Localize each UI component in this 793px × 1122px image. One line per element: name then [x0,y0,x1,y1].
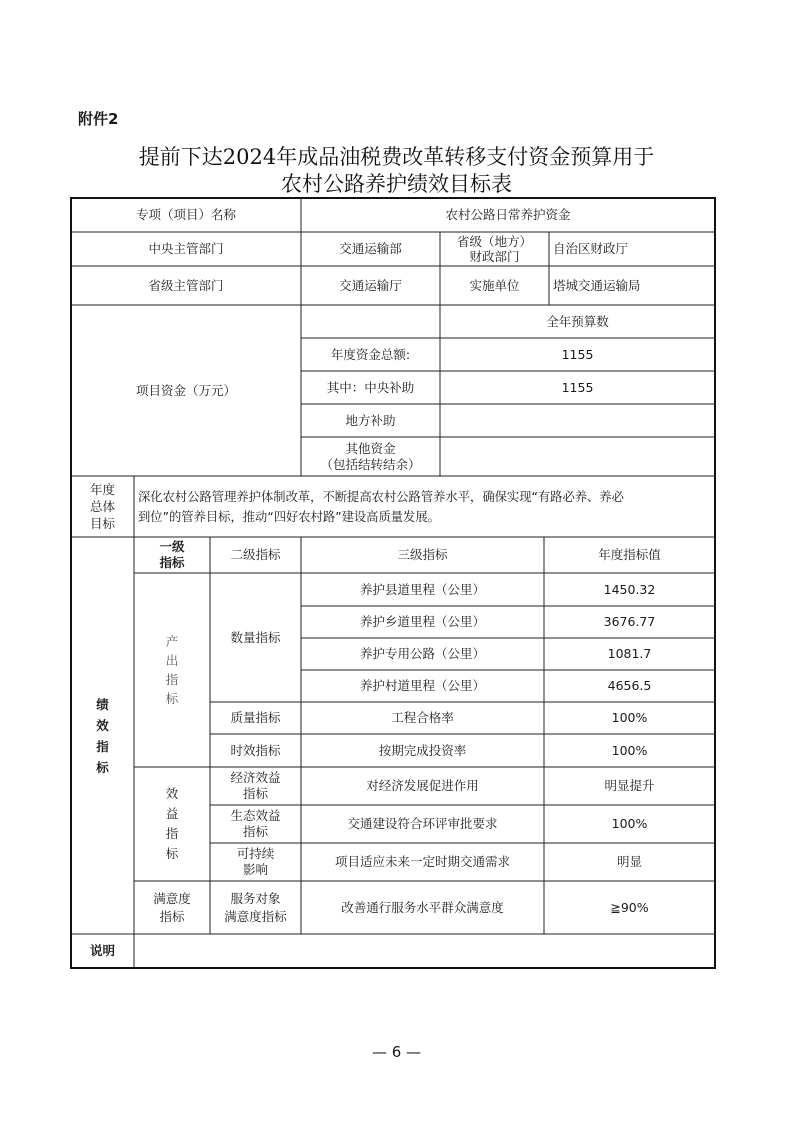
table-row-name: 养护村道里程（公里） [359,678,485,693]
other-funds-label-line-1: 其他资金 [345,440,396,456]
benefit-indicator-char: 标 [165,846,179,861]
performance-label-char: 效 [96,717,109,733]
output-indicator-label [134,573,210,767]
central-dept-label: 中央主管部门 [148,241,224,256]
annual-goal-label-char: 目标 [89,516,115,531]
benefit-indicator-label [134,767,210,881]
prov-dept-label: 省级主管部门 [148,277,224,293]
note-value [134,934,715,968]
table-row-value: 4656.5 [607,678,652,693]
sustain-label-line-2: 影响 [242,862,268,877]
central-subsidy-label: 其中：中央补助 [326,379,415,395]
output-indicator-char: 产 [165,634,179,649]
local-subsidy-label: 地方补助 [345,412,396,428]
output-indicator-char: 出 [165,653,179,668]
sustain-name: 项目适应未来一定时期交通需求 [334,854,510,869]
quality-indicator-label: 质量指标 [230,710,281,725]
prov-finance-label-line-2: 财政部门 [469,249,520,264]
total-funds-value: 1155 [561,346,594,362]
sustain-value: 明显 [616,854,642,869]
service-satisfaction-label [210,881,301,934]
local-subsidy-value [440,404,715,437]
benefit-indicator-char: 指 [165,826,179,841]
econ-benefit-label-line-2: 指标 [242,786,268,801]
annual-goal-label-char: 总体 [89,499,115,514]
other-funds-value [440,437,715,476]
satisfaction-name: 改善通行服务水平群众满意度 [341,899,504,915]
eco-benefit-label-line-2: 指标 [242,824,268,839]
page-title-line-1: 提前下达2024年成品油税费改革转移支付资金预算用于 [138,145,655,169]
level3-header: 三级指标 [397,547,448,562]
page-title-line-2: 农村公路养护绩效目标表 [281,172,512,196]
table-row-name: 养护专用公路（公里） [359,646,485,661]
central-dept-value: 交通运输部 [339,241,402,256]
annual-goal-text-line-1: 深化农村公路管理养护体制改革，不断提高农村公路管养水平，确保实现“有路必养、养必 [138,489,624,504]
level1-header [134,537,210,573]
table-row-name: 养护乡道里程（公里） [359,614,485,629]
service-satisfaction-label-line-2: 满意度指标 [224,908,287,924]
other-funds-label-line-2: （包括结转结余） [320,456,421,472]
page-number: — 6 — [371,1043,422,1061]
other-funds-label [301,437,440,476]
note-label: 说明 [89,943,115,958]
project-name-value: 农村公路日常养护资金 [445,207,571,222]
quantity-indicator-label: 数量指标 [230,629,281,645]
timely-indicator-name: 按期完成投资率 [378,742,467,758]
eco-benefit-label-line-1: 生态效益 [230,808,281,823]
prov-finance-label-line-1: 省级（地方） [456,234,532,249]
impl-unit-value: 塔城交通运输局 [553,277,641,293]
level2-header: 二级指标 [230,547,281,562]
performance-label-char: 绩 [96,696,109,712]
sustain-label-line-1: 可持续 [236,846,275,861]
table-row-value: 3676.77 [603,614,656,629]
performance-label-char: 指 [96,738,109,754]
project-name-label: 专项（项目）名称 [135,207,236,222]
satisfaction-label [134,881,210,934]
table-row-value: 1450.32 [603,581,656,597]
total-funds-label: 年度资金总额: [330,346,411,362]
annual-goal-text [138,476,713,537]
satisfaction-value: ≧90% [610,899,649,915]
performance-label [71,537,134,934]
performance-label-char: 标 [96,759,109,775]
timely-indicator-label: 时效指标 [230,742,281,758]
benefit-indicator-char: 效 [165,786,179,801]
annual-goal-label [71,476,134,537]
eco-benefit-name: 交通建设符合环评审批要求 [347,816,498,831]
level1-header-line-2: 指标 [159,555,185,570]
annual-budget-header: 全年预算数 [546,313,609,329]
benefit-indicator-char: 益 [165,806,179,821]
econ-benefit-label-line-1: 经济效益 [230,770,281,785]
timely-indicator-value: 100% [611,742,648,758]
annex-label: 附件2 [78,110,119,128]
output-indicator-char: 指 [165,672,179,687]
central-subsidy-value: 1155 [561,379,594,395]
prov-finance-value: 自治区财政厅 [553,241,629,256]
level1-header-line-1: 一级 [159,539,185,554]
output-indicator-char: 标 [165,691,179,706]
funds-label: 项目资金（万元） [135,382,236,398]
quality-indicator-name: 工程合格率 [391,710,454,725]
service-satisfaction-label-line-1: 服务对象 [230,890,281,906]
sustain-label [210,843,301,881]
prov-dept-value: 交通运输厅 [339,277,402,293]
econ-benefit-name: 对经济发展促进作用 [366,778,479,793]
eco-benefit-value: 100% [611,816,648,831]
econ-benefit-value: 明显提升 [604,778,655,793]
annual-goal-label-char: 年度 [89,482,115,497]
table-row-name: 养护县道里程（公里） [359,581,485,597]
table-row-value: 1081.7 [607,646,652,661]
eco-benefit-label [210,805,301,843]
prov-finance-label [440,232,549,266]
impl-unit-label: 实施单位 [469,277,520,293]
satisfaction-label-line-2: 指标 [159,908,185,924]
quality-indicator-value: 100% [611,710,648,725]
econ-benefit-label [210,767,301,805]
target-header: 年度指标值 [598,547,661,562]
satisfaction-label-line-1: 满意度 [153,890,191,906]
annual-goal-text-line-2: 到位”的管养目标，推动“四好农村路”建设高质量发展。 [138,509,440,524]
